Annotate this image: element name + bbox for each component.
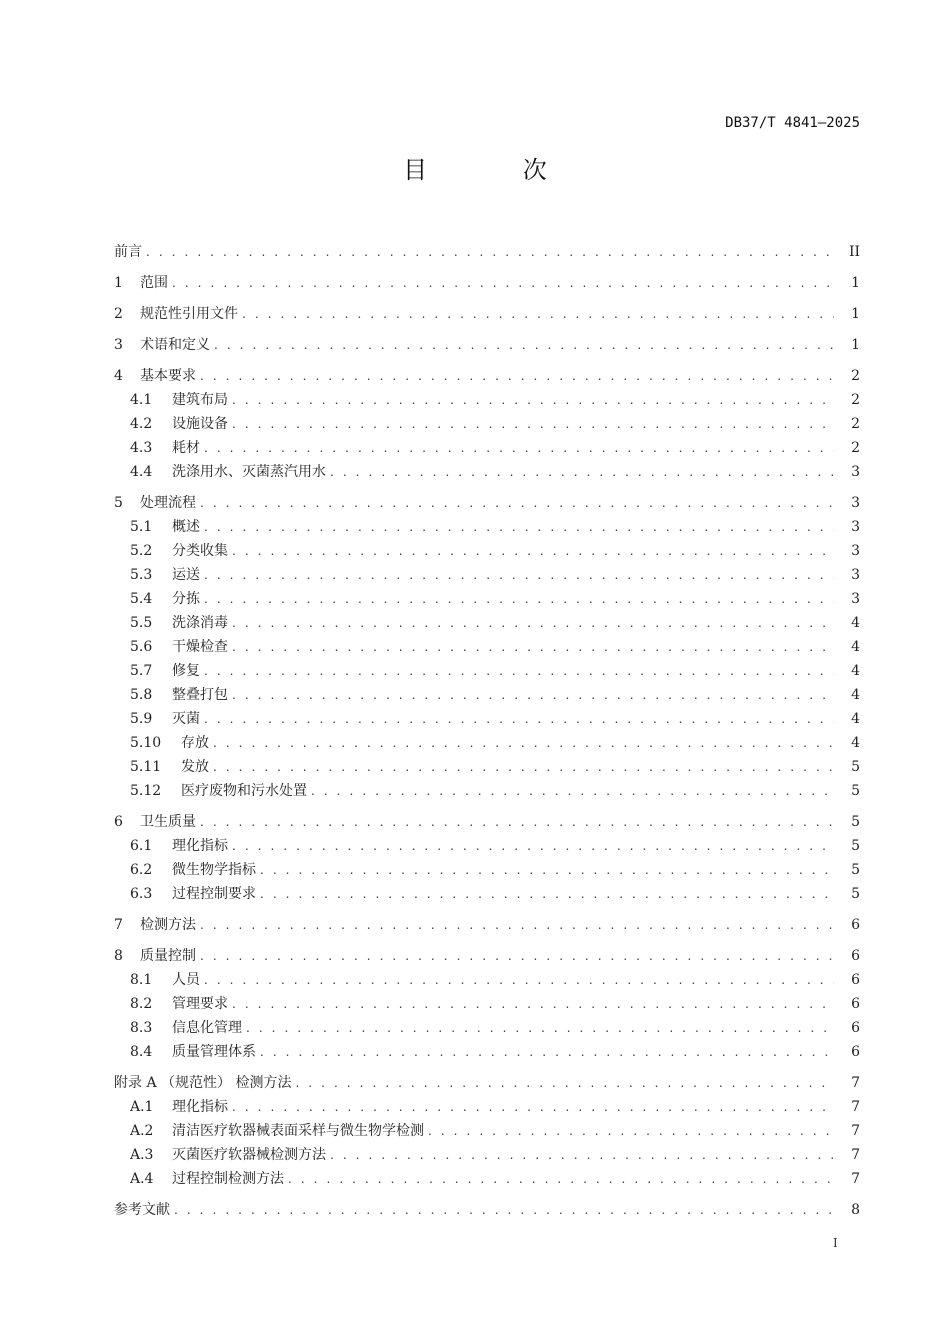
toc-entry[interactable] (114, 944, 860, 968)
toc-entry-number: 6 (114, 814, 123, 830)
toc-subentry[interactable] (114, 858, 860, 882)
toc-subentry[interactable] (114, 1143, 860, 1167)
toc-entry-page: 1 (851, 337, 860, 353)
toc-entry-page: 5 (851, 838, 860, 854)
toc-entry-page: 6 (851, 972, 860, 988)
toc-subentry[interactable] (114, 779, 860, 803)
toc-entry-label: 术语和定义 (140, 333, 214, 357)
toc-entry-label: 设施设备 (172, 412, 232, 436)
toc-leader-dots (146, 240, 834, 264)
toc-entry-page: 7 (851, 1147, 860, 1163)
toc-entry-label: 卫生质量 (140, 810, 200, 834)
toc-leader-dots (295, 1071, 834, 1095)
toc-entry-number: 4.1 (130, 392, 153, 408)
toc-subentry[interactable] (114, 635, 860, 659)
toc-leader-dots (232, 539, 834, 563)
toc-leader-dots (232, 635, 834, 659)
toc-entry-label: 检测方法 (140, 913, 200, 937)
standard-code: DB37/T 4841—2025 (725, 115, 860, 131)
toc-leader-dots (214, 333, 834, 357)
toc-subentry[interactable] (114, 515, 860, 539)
toc-entry-number: 6.1 (130, 838, 153, 854)
toc-leader-dots (242, 302, 834, 326)
toc-entry-number: 8 (114, 948, 123, 964)
toc-entry-label: 信息化管理 (172, 1016, 246, 1040)
toc-entry-page: 5 (851, 862, 860, 878)
toc-entry-page: 5 (851, 814, 860, 830)
toc-entry-label: 参考文献 (114, 1198, 174, 1222)
toc-entry-label: 理化指标 (172, 1095, 232, 1119)
toc-leader-dots (200, 364, 834, 388)
toc-entry-label: 理化指标 (172, 834, 232, 858)
toc-entry-number: 5.9 (130, 711, 153, 727)
toc-entry-number: 5.5 (130, 615, 153, 631)
toc-entry-label: 前言 (114, 240, 146, 264)
toc-subentry[interactable] (114, 1095, 860, 1119)
toc-entry-label: 分类收集 (172, 539, 232, 563)
toc-entry-number: 6.3 (130, 886, 153, 902)
toc-entry-page: 6 (851, 996, 860, 1012)
toc-subentry[interactable] (114, 755, 860, 779)
toc-leader-dots (200, 913, 834, 937)
toc-entry-number: 5.4 (130, 591, 153, 607)
toc-entry-number: 6.2 (130, 862, 153, 878)
toc-subentry[interactable] (114, 1016, 860, 1040)
toc-leader-dots (232, 412, 834, 436)
toc-entry-label: 分拣 (172, 587, 204, 611)
toc-entry-number: A.1 (130, 1099, 154, 1115)
toc-subentry[interactable] (114, 412, 860, 436)
toc-subentry[interactable] (114, 882, 860, 906)
toc-subentry[interactable] (114, 968, 860, 992)
toc-leader-dots (172, 271, 834, 295)
toc-subentry[interactable] (114, 683, 860, 707)
toc-entry-label: 基本要求 (140, 364, 200, 388)
toc-entry-number: 4.4 (130, 464, 153, 480)
toc-entry-number: 3 (114, 337, 123, 353)
table-of-contents (114, 240, 860, 1222)
toc-entry-label: 人员 (172, 968, 204, 992)
toc-entry-label: 过程控制检测方法 (172, 1167, 288, 1191)
toc-entry-label: 整叠打包 (172, 683, 232, 707)
toc-entry-label: 建筑布局 (172, 388, 232, 412)
toc-entry-number: 5.12 (130, 783, 162, 799)
toc-subentry[interactable] (114, 1040, 860, 1064)
toc-subentry[interactable] (114, 563, 860, 587)
toc-entry-number: 4.3 (130, 440, 153, 456)
toc-entry-label: 管理要求 (172, 992, 232, 1016)
toc-entry-page: 2 (851, 440, 860, 456)
toc-entry-label: 附录 A （规范性） 检测方法 (114, 1071, 295, 1095)
toc-subentry[interactable] (114, 388, 860, 412)
toc-entry-number: 5.1 (130, 519, 153, 535)
toc-entry-page: 5 (851, 783, 860, 799)
toc-entry-number: 8.3 (130, 1020, 153, 1036)
toc-entry-page: 4 (851, 639, 860, 655)
toc-leader-dots (200, 810, 834, 834)
toc-entry-page: 4 (851, 615, 860, 631)
toc-leader-dots (213, 731, 834, 755)
toc-entry-page: 6 (851, 917, 860, 933)
toc-subentry[interactable] (114, 460, 860, 484)
toc-leader-dots (204, 436, 834, 460)
toc-entry-page: 6 (851, 1020, 860, 1036)
toc-entry-page: 6 (851, 948, 860, 964)
toc-entry-page: 2 (851, 368, 860, 384)
toc-entry[interactable] (114, 1071, 860, 1095)
toc-entry-page: 7 (851, 1099, 860, 1115)
toc-entry-page: 2 (851, 392, 860, 408)
toc-entry-label: 医疗废物和污水处置 (181, 779, 311, 803)
toc-leader-dots (204, 515, 834, 539)
toc-leader-dots (232, 683, 834, 707)
toc-entry-number: A.2 (130, 1123, 154, 1139)
toc-entry-page: 7 (851, 1075, 860, 1091)
toc-leader-dots (204, 707, 834, 731)
toc-entry-page: 3 (851, 591, 860, 607)
toc-entry-number: 5.6 (130, 639, 153, 655)
toc-entry-page: II (848, 244, 860, 260)
toc-entry-number: 5.8 (130, 687, 153, 703)
toc-leader-dots (260, 1040, 834, 1064)
toc-entry-label: 运送 (172, 563, 204, 587)
toc-entry-page: 2 (851, 416, 860, 432)
toc-entry[interactable] (114, 491, 860, 515)
toc-subentry[interactable] (114, 834, 860, 858)
toc-entry-number: 5.3 (130, 567, 153, 583)
toc-leader-dots (232, 388, 834, 412)
toc-entry-page: 7 (851, 1171, 860, 1187)
toc-entry-label: 处理流程 (140, 491, 200, 515)
toc-entry-label: 存放 (181, 731, 213, 755)
toc-subentry[interactable] (114, 611, 860, 635)
toc-entry-number: 2 (114, 306, 123, 322)
toc-entry-page: 3 (851, 519, 860, 535)
toc-entry[interactable] (114, 302, 860, 326)
toc-entry-label: 范围 (140, 271, 172, 295)
page-title: 目 次 (403, 156, 591, 184)
toc-entry-page: 7 (851, 1123, 860, 1139)
toc-entry-page: 1 (851, 275, 860, 291)
toc-subentry[interactable] (114, 659, 860, 683)
toc-entry-label: 洗涤用水、灭菌蒸汽用水 (172, 460, 330, 484)
toc-entry[interactable] (114, 364, 860, 388)
toc-leader-dots (330, 460, 834, 484)
toc-entry-label: 灭菌 (172, 707, 204, 731)
toc-entry-number: 8.2 (130, 996, 153, 1012)
toc-entry[interactable] (114, 913, 860, 937)
toc-leader-dots (232, 992, 834, 1016)
toc-entry-label: 发放 (181, 755, 213, 779)
toc-entry-page: 3 (851, 543, 860, 559)
toc-leader-dots (260, 858, 834, 882)
toc-leader-dots (246, 1016, 834, 1040)
toc-entry-page: 5 (851, 759, 860, 775)
toc-entry-page: 4 (851, 687, 860, 703)
toc-leader-dots (204, 563, 834, 587)
toc-subentry[interactable] (114, 587, 860, 611)
toc-leader-dots (213, 755, 834, 779)
toc-leader-dots (204, 659, 834, 683)
toc-leader-dots (428, 1119, 834, 1143)
toc-entry-number: 4 (114, 368, 123, 384)
toc-subentry[interactable] (114, 539, 860, 563)
toc-entry-number: 8.1 (130, 972, 153, 988)
toc-entry[interactable] (114, 271, 860, 295)
toc-entry[interactable] (114, 1198, 860, 1222)
toc-entry-number: 4.2 (130, 416, 153, 432)
toc-entry-number: A.3 (130, 1147, 154, 1163)
toc-entry-page: 4 (851, 663, 860, 679)
toc-entry-label: 概述 (172, 515, 204, 539)
toc-leader-dots (200, 491, 834, 515)
toc-entry-number: 5.10 (130, 735, 162, 751)
toc-leader-dots (174, 1198, 834, 1222)
toc-entry-page: 4 (851, 711, 860, 727)
toc-entry-number: 5.11 (130, 759, 162, 775)
toc-entry-number: 5.7 (130, 663, 153, 679)
toc-entry-label: 规范性引用文件 (140, 302, 242, 326)
toc-entry[interactable] (114, 240, 860, 264)
toc-entry-page: 3 (851, 567, 860, 583)
toc-entry-label: 微生物学指标 (172, 858, 260, 882)
toc-entry-page: 6 (851, 1044, 860, 1060)
toc-leader-dots (200, 944, 834, 968)
toc-entry-number: 1 (114, 275, 123, 291)
toc-entry-label: 修复 (172, 659, 204, 683)
toc-entry-label: 质量控制 (140, 944, 200, 968)
toc-subentry[interactable] (114, 436, 860, 460)
toc-subentry[interactable] (114, 992, 860, 1016)
toc-entry-label: 耗材 (172, 436, 204, 460)
toc-entry-label: 质量管理体系 (172, 1040, 260, 1064)
toc-leader-dots (232, 834, 834, 858)
toc-entry-label: 洗涤消毒 (172, 611, 232, 635)
toc-entry-label: 清洁医疗软器械表面采样与微生物学检测 (172, 1119, 428, 1143)
toc-leader-dots (204, 587, 834, 611)
toc-entry-page: 3 (851, 495, 860, 511)
toc-leader-dots (232, 1095, 834, 1119)
toc-subentry[interactable] (114, 707, 860, 731)
toc-entry-page: 8 (851, 1202, 860, 1218)
toc-leader-dots (232, 611, 834, 635)
toc-leader-dots (330, 1143, 834, 1167)
toc-leader-dots (288, 1167, 834, 1191)
toc-entry-label: 灭菌医疗软器械检测方法 (172, 1143, 330, 1167)
page-number: I (833, 1236, 838, 1250)
toc-entry-number: 8.4 (130, 1044, 153, 1060)
toc-entry-number: A.4 (130, 1171, 154, 1187)
toc-entry-number: 5.2 (130, 543, 153, 559)
toc-entry-page: 3 (851, 464, 860, 480)
toc-subentry[interactable] (114, 731, 860, 755)
toc-leader-dots (204, 968, 834, 992)
toc-entry[interactable] (114, 333, 860, 357)
toc-entry-page: 1 (851, 306, 860, 322)
toc-leader-dots (311, 779, 834, 803)
toc-entry-page: 4 (851, 735, 860, 751)
toc-leader-dots (260, 882, 834, 906)
toc-entry-number: 7 (114, 917, 123, 933)
toc-subentry[interactable] (114, 1119, 860, 1143)
toc-entry-label: 干燥检查 (172, 635, 232, 659)
toc-entry-page: 5 (851, 886, 860, 902)
toc-entry-label: 过程控制要求 (172, 882, 260, 906)
toc-subentry[interactable] (114, 1167, 860, 1191)
toc-entry-number: 5 (114, 495, 123, 511)
toc-entry[interactable] (114, 810, 860, 834)
